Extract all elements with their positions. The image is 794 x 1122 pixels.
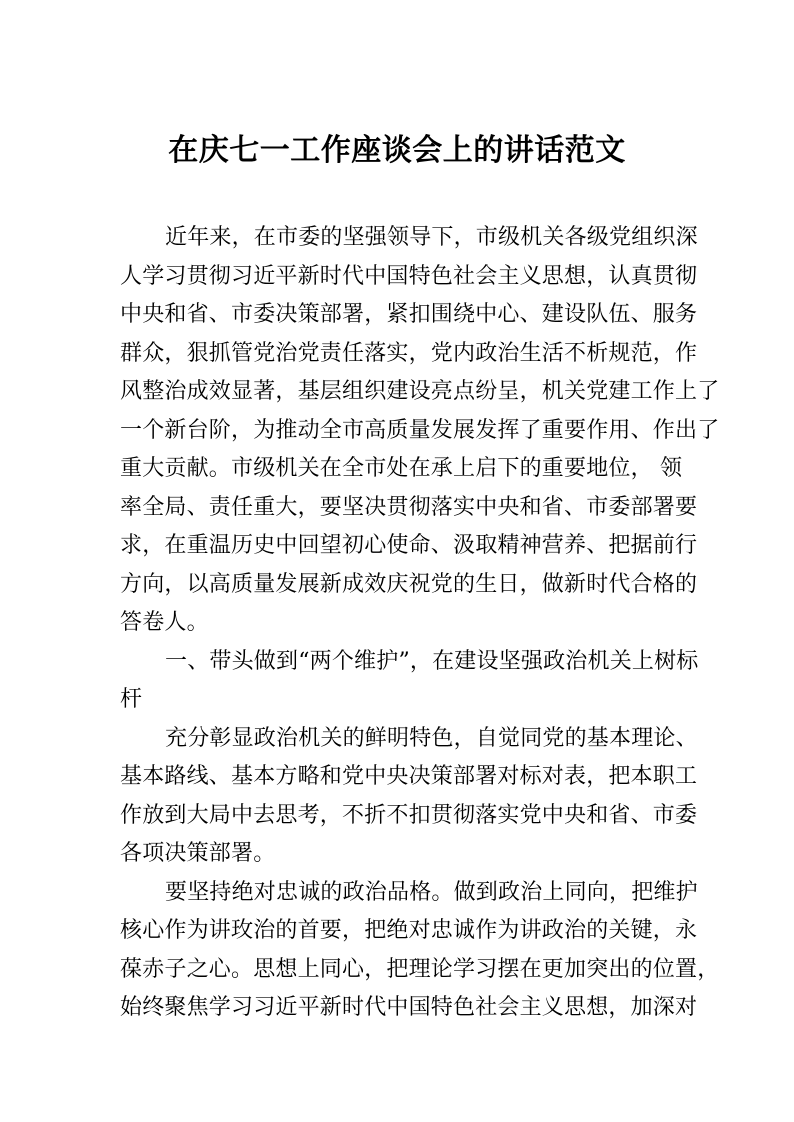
paragraph-1-line-9: 求，在重温历史中回望初心使命、汲取精神营养、把据前行: [120, 533, 698, 558]
paragraph-3-line-3: 葆赤子之心。思想上同心，把理论学习摆在更加突出的位置，: [120, 956, 720, 982]
paragraph-1-line-10: 方向，以高质量发展新成效庆祝党的生日，做新时代合格的: [120, 571, 698, 597]
paragraph-1-line-4: 群众，狠抓管党治党责任落实，党内政治生活不析规范，作: [120, 340, 698, 366]
paragraph-1-line-5: 风整治成效显著，基层组织建设亮点纷呈，机关党建工作上了: [120, 379, 720, 404]
paragraph-1-line-1: 近年来，在市委的坚强领导下，市级机关各级党组织深: [165, 225, 698, 250]
paragraph-1-line-3: 中央和省、市委决策部署，紧扣围绕中心、建设队伍、服务: [120, 302, 698, 327]
paragraph-1-line-6: 一个新台阶，为推动全市高质量发展发挥了重要作用、作出了: [120, 417, 720, 443]
paragraph-3-line-2: 核心作为讲玫治的首要，把绝对忠诚作为讲政治的关键，永: [120, 918, 698, 943]
paragraph-2-line-2: 基本路线、基本方略和党中央决策部署对标对表，把本职工: [120, 764, 698, 789]
document-body: [120, 219, 720, 1028]
paragraph-2-line-4: 各项决策部署。: [120, 841, 276, 866]
section-heading-1-line-2: 杆: [120, 687, 143, 712]
document-title: 在庆七一工作座谈会上的讲话范文: [168, 133, 626, 168]
paragraph-1-line-7: 重大贡献。市级机关在全市处在承上启下的重要地位， 领: [120, 456, 683, 481]
paragraph-3-line-1: 要坚持绝对忠诚的政治品格。做到政治上同向，把维护: [165, 879, 698, 905]
paragraph-1-line-8: 率全局、责任重大，要坚决贯彻落实中央和省、市委部署要: [120, 494, 698, 520]
section-heading-1-line-1: 一、带头做到“两个维护”，在建设坚强政治机关上树标: [165, 648, 699, 674]
paragraph-2-line-1: 充分彰显政治机关的鲜明特色，自觉同党的基本理论、: [165, 725, 698, 751]
paragraph-1-line-2: 人学习贯彻习近平新时代中国特色社会主义思想，认真贯彻: [120, 263, 698, 289]
paragraph-2-line-3: 作放到大局中去思考，不折不扣贯彻落实党中央和省、市委: [120, 802, 698, 828]
paragraph-3-line-4: 始终聚焦学习习近平新时代中国特色社会主义思想，加深对: [120, 995, 698, 1020]
paragraph-1-line-11: 答卷人。: [120, 610, 209, 635]
